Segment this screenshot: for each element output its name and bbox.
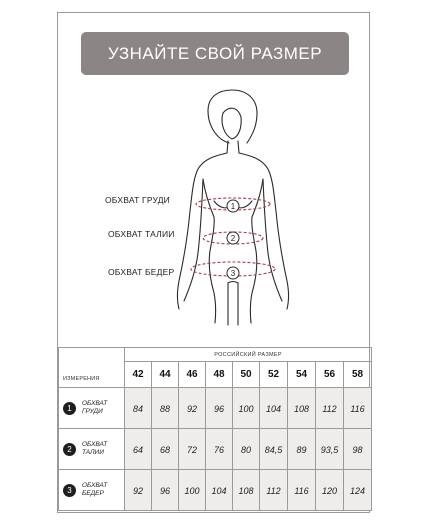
- value-text: 93,5: [320, 445, 339, 455]
- value-text: 120: [321, 486, 338, 496]
- measurement-name: [82, 441, 107, 457]
- measurement-name: [82, 482, 107, 498]
- value-text: 100: [238, 404, 254, 414]
- value-cell: [316, 429, 344, 470]
- size-header-cell: 44: [152, 362, 179, 388]
- measurement-name-line1: ОБХВАТ: [82, 441, 108, 448]
- value-text: 92: [186, 404, 197, 414]
- label-hips: ОБХВАТ БЕДЕР: [108, 267, 175, 277]
- value-cell: [344, 470, 372, 511]
- value-text: 88: [159, 404, 170, 414]
- banner-title: УЗНАЙТЕ СВОЙ РАЗМЕР: [81, 32, 349, 75]
- label-waist: ОБХВАТ ТАЛИИ: [108, 229, 175, 239]
- measurement-name-cell: [59, 388, 125, 429]
- size-table: [58, 347, 372, 511]
- table-body: [59, 388, 372, 511]
- value-cell: [152, 470, 179, 511]
- value-text: 100: [184, 486, 200, 496]
- value-cell: [316, 388, 344, 429]
- size-guide-card: [57, 12, 370, 513]
- value-cell: [288, 429, 316, 470]
- table-row: [59, 470, 372, 511]
- size-header-cell: 46: [179, 362, 206, 388]
- value-text: 112: [322, 404, 337, 414]
- value-text: 98: [352, 445, 363, 455]
- value-cell: [206, 388, 233, 429]
- value-cell: [152, 429, 179, 470]
- value-text: 116: [350, 404, 365, 414]
- value-cell: [179, 388, 206, 429]
- size-header-cell: 42: [125, 362, 152, 388]
- size-header-cell: 56: [316, 362, 344, 388]
- value-cell: [152, 388, 179, 429]
- value-cell: [233, 429, 260, 470]
- value-cell: [179, 429, 206, 470]
- number-badge: 1: [63, 402, 76, 415]
- value-cell: [288, 470, 316, 511]
- value-text: 116: [294, 486, 309, 496]
- measurement-name: [82, 400, 107, 416]
- value-text: 124: [350, 486, 366, 496]
- value-text: 108: [238, 486, 254, 496]
- measurement-name-cell: [59, 470, 125, 511]
- size-header-cell: 50: [233, 362, 260, 388]
- value-text: 92: [132, 486, 143, 496]
- measurement-name-line2: БЕДЕР: [82, 490, 104, 497]
- table-row: [59, 388, 372, 429]
- marker-3-number: 3: [230, 269, 236, 278]
- value-cell: [125, 429, 152, 470]
- value-cell: [125, 388, 152, 429]
- value-text: 80: [240, 445, 251, 455]
- value-cell: [206, 429, 233, 470]
- value-text: 64: [132, 445, 143, 455]
- body-figure-section: [58, 13, 371, 348]
- value-text: 108: [293, 404, 310, 414]
- value-text: 68: [159, 445, 170, 455]
- value-cell: [260, 429, 288, 470]
- value-cell: [206, 470, 233, 511]
- size-table-section: [58, 347, 371, 514]
- size-header-cell: 54: [288, 362, 316, 388]
- value-text: 112: [266, 486, 281, 496]
- label-chest: ОБХВАТ ГРУДИ: [105, 195, 170, 205]
- number-badge: 3: [63, 484, 76, 497]
- value-cell: [233, 388, 260, 429]
- value-text: 84: [132, 404, 143, 414]
- table-row: [59, 429, 372, 470]
- value-cell: [260, 470, 288, 511]
- value-text: 72: [186, 445, 197, 455]
- measurement-name-cell: [59, 429, 125, 470]
- value-text: 104: [211, 486, 227, 496]
- value-cell: [233, 470, 260, 511]
- size-header-cell: 52: [260, 362, 288, 388]
- body-silhouette-illustration: [58, 13, 371, 348]
- size-header-cell: 48: [206, 362, 233, 388]
- value-cell: [344, 429, 372, 470]
- value-cell: [288, 388, 316, 429]
- measurement-name-line1: ОБХВАТ: [82, 400, 108, 407]
- measurement-name-line2: ГРУДИ: [82, 408, 103, 415]
- value-cell: [179, 470, 206, 511]
- value-text: 76: [213, 445, 224, 455]
- marker-1-number: 1: [230, 202, 236, 211]
- measurements-header: ИЗМЕРЕНИЯ: [59, 348, 125, 388]
- value-cell: [316, 470, 344, 511]
- value-text: 104: [265, 404, 282, 414]
- value-cell: [125, 470, 152, 511]
- russian-size-header: РОССИЙСКИЙ РАЗМЕР: [125, 348, 372, 362]
- size-header-cell: 58: [344, 362, 372, 388]
- value-text: 84,5: [264, 445, 283, 455]
- measurement-name-line1: ОБХВАТ: [82, 482, 108, 489]
- value-cell: [260, 388, 288, 429]
- value-text: 96: [213, 404, 224, 414]
- value-text: 96: [159, 486, 170, 496]
- value-text: 89: [296, 445, 307, 455]
- measurement-name-line2: ТАЛИИ: [82, 449, 104, 456]
- marker-2-number: 2: [230, 234, 236, 243]
- value-cell: [344, 388, 372, 429]
- number-badge: 2: [63, 443, 76, 456]
